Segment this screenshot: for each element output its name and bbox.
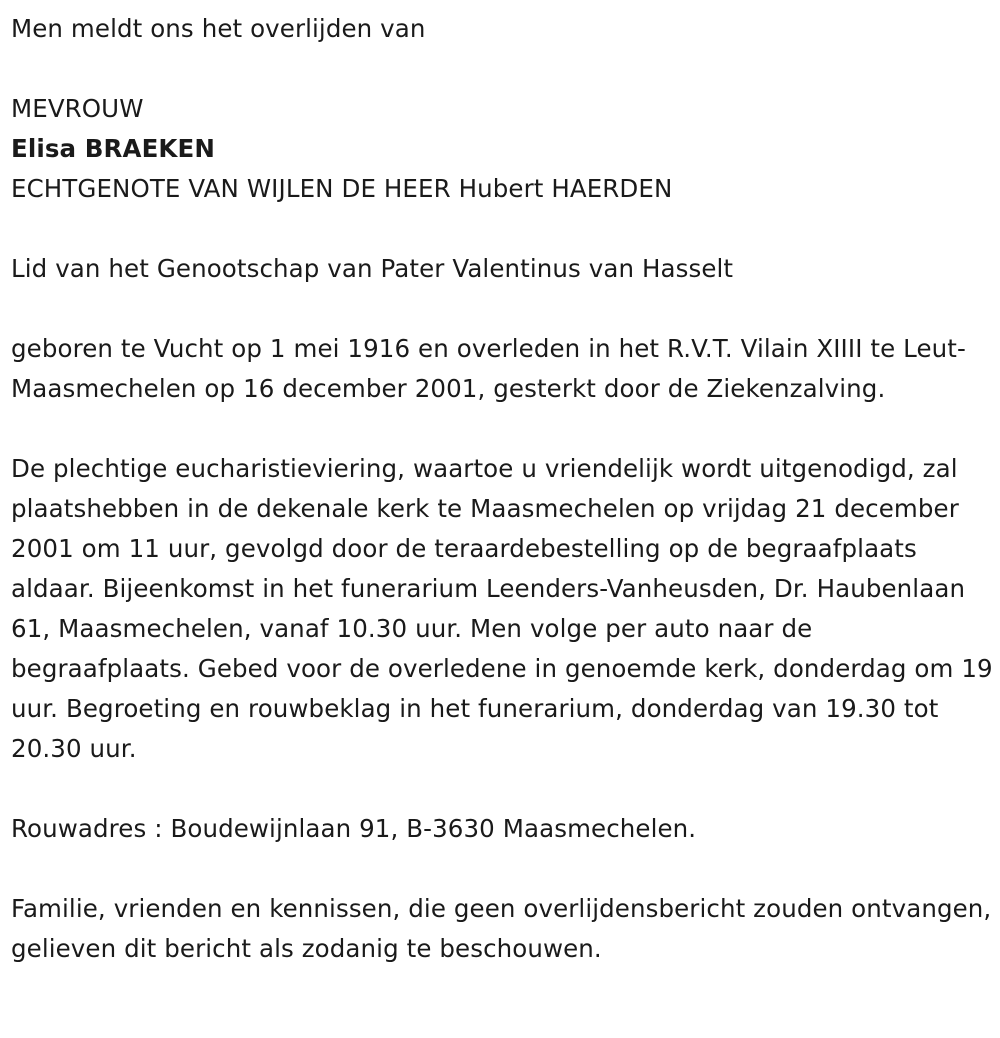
spacer xyxy=(11,289,996,329)
honorific-title: MEVROUW xyxy=(11,94,144,123)
birth-death-paragraph: geboren te Vucht op 1 mei 1916 en overleden in het R.V.T. Vilain XIIII te Leut-Maasmechelen op 16 december 2001, gesterkt door de Ziekenzalving. xyxy=(11,334,966,403)
mourning-address: Rouwadres : Boudewijnlaan 91, B-3630 Maasmechelen. xyxy=(11,814,697,843)
ceremony-paragraph: De plechtige eucharistieviering, waartoe u vriendelijk wordt uitgenodigd, zal plaatshebben in de dekenale kerk te Maasmechelen op vrijdag 21 december 2001 om 11 uur, gevolgd door de teraardebestelling op de begraafplaats aldaar. Bijeenkomst in het funerarium Leenders-Vanheusden, Dr. Haubenlaan 61, Maasmechelen, vanaf 10.30 uur. Men volge per auto naar de begraafplaats. Gebed voor de overledene in genoemde kerk, donderdag om 19 uur. Begroeting en rouwbeklag in het funerarium, donderdag van 19.30 tot 20.30 uur. xyxy=(11,454,993,763)
spacer xyxy=(11,49,996,89)
deceased-name: Elisa BRAEKEN xyxy=(11,134,215,163)
intro-text: Men meldt ons het overlijden van xyxy=(11,14,426,43)
obituary-notice xyxy=(11,9,996,969)
spacer xyxy=(11,769,996,809)
spacer xyxy=(11,849,996,889)
spouse-line: ECHTGENOTE VAN WIJLEN DE HEER Hubert HAERDEN xyxy=(11,174,673,203)
spacer xyxy=(11,409,996,449)
spacer xyxy=(11,209,996,249)
closing-paragraph: Familie, vrienden en kennissen, die geen overlijdensbericht zouden ontvangen, gelieven dit bericht als zodanig te beschouwen. xyxy=(11,894,992,963)
membership-line: Lid van het Genootschap van Pater Valentinus van Hasselt xyxy=(11,254,734,283)
